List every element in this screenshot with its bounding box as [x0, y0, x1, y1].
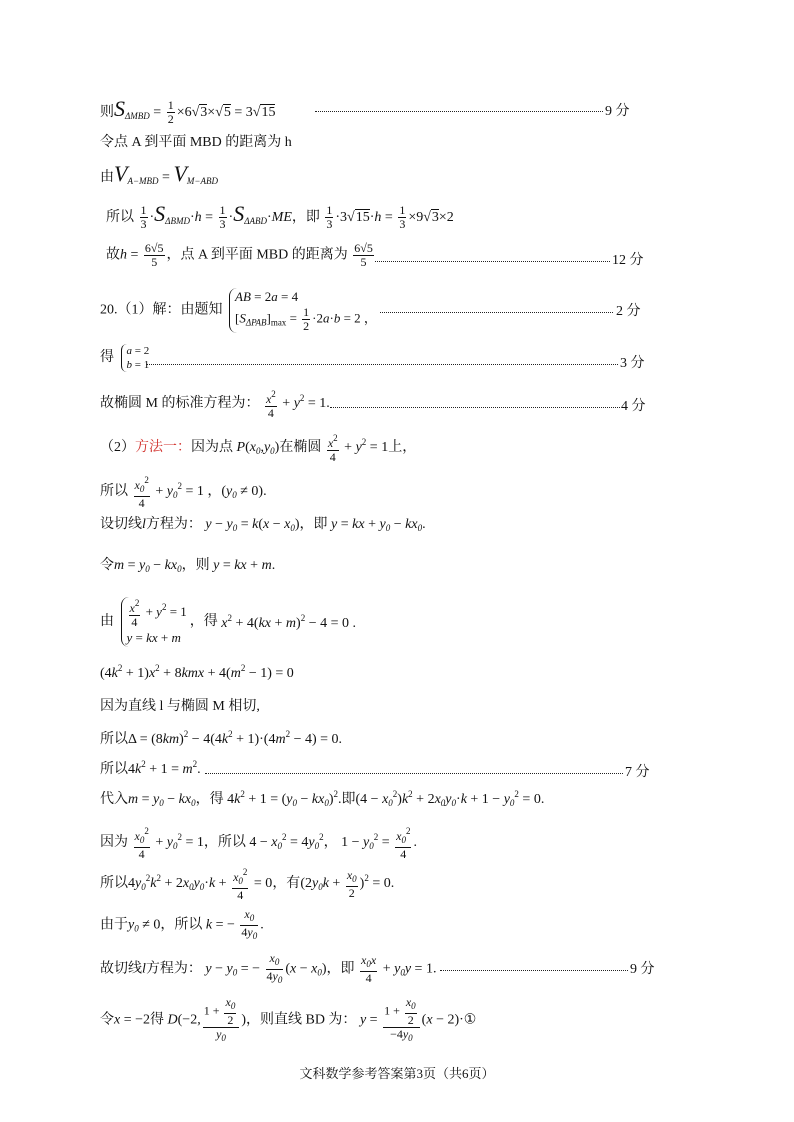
text-you: 由 — [100, 170, 114, 185]
line-problem-20 — [100, 288, 380, 333]
line-h-result: 故h = $\frac{6√5}{5}$ ，点 A 到平面 MBD 的距离为 $\frac{6√5}{5}$ — [106, 241, 373, 269]
score-label: 3 分 — [620, 356, 645, 371]
text-distance: ，点 A 到平面 MBD 的距离为 — [166, 247, 348, 263]
text-ji: ，即 — [326, 961, 355, 977]
text-line: 因为直线 l 与椭圆 M 相切, — [100, 699, 260, 714]
text-ji: ，即 — [299, 517, 328, 532]
page-footer: 文科数学参考答案第3页（共6页） — [299, 1066, 495, 1081]
text-ji: 即 — [341, 792, 356, 807]
line-distance-h — [100, 136, 292, 150]
line-ab-values: 得 a = 2 b = 1 — [100, 345, 150, 371]
text-suoyi: 所以 — [100, 876, 128, 892]
line-volume-eq: 由$V_{A-MBD} = V_{M-ABD}$ — [100, 161, 218, 186]
text-ling: 令 — [100, 1012, 114, 1028]
dot-leader — [146, 364, 618, 365]
line-let-m: 令$m = y_0 - kx_0$，则 y = kx + m. — [100, 558, 276, 574]
line-area-mbd: 则$S_{\Delta MBD}$ = $\frac{1}{2}$ ×6√3×√5 = 3√15 — [100, 96, 276, 127]
text-ji: ，即 — [291, 210, 320, 225]
circled-number: ① — [463, 1012, 477, 1028]
text-de: ，得 — [195, 792, 224, 807]
line-perfect-square: 所以$4y_0^2k^2 + 2x_0y_0\cdot k$ + $\frac{x_0^2}{4}$ = 0，有($2y_0k$ + $\frac{x_0}{2}$ )$^2$ = 0. — [100, 867, 395, 902]
text-suoyi: 所以 — [100, 732, 128, 747]
text-you: 由 — [100, 614, 114, 629]
line-p-on-ellipse: 所以 $\frac{x_0^2}{4}$ + $y_0^2 = 1$ ，$(y_0 \ne 0)$. — [100, 475, 267, 510]
dot-leader — [315, 111, 603, 112]
line-because: 因为 $\frac{x_0^2}{4}$ + $y_0^2 = 1$，所以 $4 - x_0^2 = 4y_0^2$， $1 - y_0^2$ = $\frac{x_0^2}{4}$ . — [100, 826, 417, 861]
text-gu: 故切线 — [100, 961, 142, 977]
text-de: ，得 — [189, 614, 218, 629]
text-method: 方法一： — [135, 440, 191, 456]
dot-leader — [205, 773, 623, 774]
text-suoyi: ，所以 — [160, 917, 203, 933]
line-substitute: 代入$m = y_0 - kx_0$，得 $4k^2 + 1 = (y_0 - kx_0)^2$.即$(4 - x_0^2)k^2 + 2x_0y_0\cdot k + 1 - y_0^2 = 0$. — [100, 789, 545, 808]
line-ellipse-eq: 故椭圆 M 的标准方程为： $\frac{x^2}{4}$ + $y^2 = 1$. — [100, 389, 330, 420]
score-label: 9 分 — [605, 104, 630, 119]
text-suoyi: ，所以 — [203, 835, 246, 851]
dot-leader — [440, 970, 628, 971]
text-part2: （2） — [100, 440, 135, 456]
text-daiiru: 代入 — [100, 792, 128, 807]
line-tangent-cond — [100, 700, 260, 714]
text-de: 得 — [150, 1012, 165, 1028]
text-standard: 故椭圆 M 的标准方程为： — [100, 396, 260, 412]
text-suoyi: 所以 — [100, 484, 128, 500]
text-since: 由于 — [100, 917, 128, 933]
text-suoyi: 所以 — [100, 762, 128, 777]
line-slope: 由于$y_0 \ne 0$，所以 k = − $\frac{x_0}{4y_0}$ . — [100, 907, 264, 941]
line-method-one: （2）方法一：因为点 $P(x_0,y_0)$在椭圆 $\frac{x^2}{4}$ + $y^2 = 1$上， — [100, 433, 417, 464]
text-ling: 令 — [100, 558, 114, 573]
line-quadratic: $(4k^2 + 1)x^2 + 8kmx + 4(m^2 - 1) = 0$ — [100, 663, 294, 681]
equation-system: $\frac{x^2}{4}$ + $y^2 = 1$ y = kx + m — [121, 597, 187, 647]
line-point-d: 令x = −2得 D(−2, 1 + $\frac{x_0}{2}$ $y_0$ )，则直线 BD 为： y = 1 + $\frac{x_0}{2}$ $-4y_0$ (x − 2)·① — [100, 995, 477, 1043]
dot-leader — [375, 261, 610, 262]
text-suoyi: 所以 — [106, 210, 134, 225]
text-set: 设切线 — [100, 517, 142, 532]
line-tangent-setup: 设切线l方程为： $y - y_0 = k(x - x_0)$，即 y = kx + $y_0 - kx_0$. — [100, 517, 426, 533]
text-ze: 则 — [100, 105, 114, 120]
text-eq: 方程为： — [145, 517, 202, 532]
text-because: 因为 — [100, 835, 128, 851]
score-label: 12 分 — [612, 253, 644, 268]
text-gu: 故 — [106, 247, 120, 263]
score-label: 2 分 — [616, 304, 641, 319]
line-volume-expand: 所以 $\frac{1}{3}$ $\cdot S_{\Delta BMD}\cdot h$ = $\frac{1}{3}$ $\cdot S_{\Delta ABD}\cdot ME$，即 $\frac{1}{3}$ ·3√15·h = $\frac{1}{3}$ ×9√3×2 — [106, 201, 454, 232]
score-label: 9 分 — [630, 962, 655, 977]
text-line-bd: ，则直线 BD 为： — [245, 1012, 357, 1028]
text-because: 因为点 — [191, 440, 233, 456]
text-on: 在椭圆 — [279, 440, 322, 456]
line-system-sub: 由 $\frac{x^2}{4}$ + $y^2 = 1$ y = kx + m ，得 $x^2 + 4(kx + m)^2 - 4 = 0$ . — [100, 598, 357, 645]
text-shang: 上， — [388, 440, 417, 456]
line-k-m-relation: 所以$4k^2 + 1 = m^2$. — [100, 759, 201, 777]
line-discriminant: 所以$\Delta = (8km)^2 - 4(4k^2 + 1)\cdot(4m^2 - 4) = 0$. — [100, 729, 343, 747]
text-ze: ，则 — [181, 558, 210, 573]
text-you: ，有 — [272, 876, 301, 892]
score-label: 7 分 — [625, 765, 650, 780]
equation-system: AB = 2a = 4 $[S_{\Delta PAB}]_{max}$ = $\frac{1}{2}$ ·2a·b = 2 ， — [229, 288, 377, 333]
expr-area: = $\frac{1}{2}$ ×6√3×√5 = 3√15 — [153, 98, 276, 127]
score-label: 4 分 — [621, 399, 646, 414]
text-problem: 20.（1）解：由题知 — [100, 302, 223, 318]
line-tangent-eq: 故切线l方程为： $y - y_0$ = − $\frac{x_0}{4y_0}$ $(x - x_0)$，即 $\frac{x_0x}{4}$ + $y_0y = 1$. — [100, 951, 437, 985]
dot-leader — [330, 407, 620, 408]
text-eq: 方程为： — [145, 961, 202, 977]
text-de: 得 — [100, 350, 114, 365]
dot-leader — [380, 312, 613, 313]
text-line: 令点 A 到平面 MBD 的距离为 h — [100, 135, 292, 150]
